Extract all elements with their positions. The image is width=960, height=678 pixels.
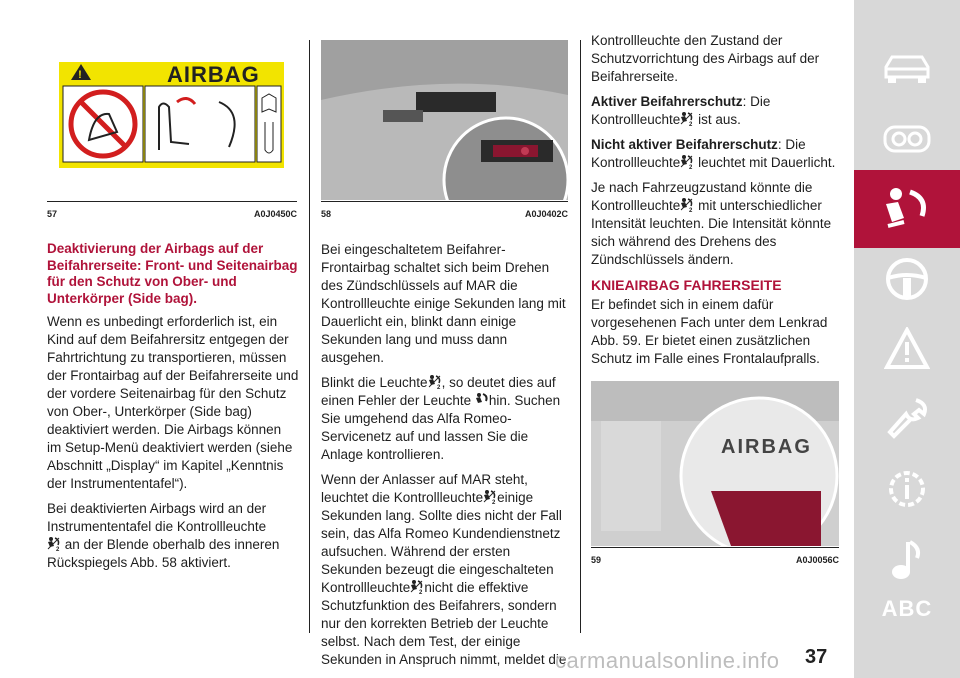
figure-58-rule bbox=[321, 201, 568, 202]
column-1-text bbox=[47, 241, 299, 579]
sidebar-item-car[interactable] bbox=[854, 30, 960, 108]
dashboard-icon bbox=[882, 119, 932, 159]
column-3-text bbox=[591, 32, 843, 375]
paragraph: Aktiver Beifahrerschutz: Die Kontrollleuchte ist aus. bbox=[591, 94, 771, 127]
column-2-text bbox=[321, 241, 571, 676]
warning-triangle-icon bbox=[884, 327, 930, 371]
figure-57 bbox=[47, 40, 297, 200]
figure-57-caption bbox=[47, 209, 297, 219]
paragraph: Nicht aktiver Beifahrerschutz: Die Kontrollleuchte leuchtet mit Dauerlicht. bbox=[591, 137, 836, 170]
airbag-off-icon bbox=[680, 154, 694, 170]
svg-text:!: ! bbox=[78, 69, 82, 81]
section-heading: Deaktivierung der Airbags auf der Beifahrerseite: Front- und Seitenairbag für den Schutz von Ober- und Unterkörper (Side bag). bbox=[47, 241, 298, 306]
paragraph: Wenn der Anlasser auf MAR steht, leuchtet die Kontrollleuchte einige Sekunden lang. Sollte dies nicht der Fall sein, das Alfa Romeo Kundendienstnetz aufsuchen. Während der ersten Sekunden bezeugt die eingeschalteten Kontrollleuchte nicht die effektive Schutzfunktion des Beifahrers, sondern nur den korrekten Betrieb der Leuchte selbst. Nach dem Test, der einige Sekunden in Anspruch nimmt, meldet die bbox=[321, 472, 567, 667]
paragraph: Kontrollleuchte den Zustand der Schutzvorrichtung des Airbags auf der Beifahrerseite. bbox=[591, 33, 820, 84]
gear-info-icon bbox=[884, 466, 930, 512]
airbag-label: AIRBAG bbox=[167, 62, 260, 87]
airbag-off-icon bbox=[680, 197, 694, 213]
page-number: 37 bbox=[805, 646, 828, 668]
sidebar-item-safety[interactable] bbox=[854, 170, 960, 248]
figure-code: A0J0450C bbox=[253, 209, 297, 219]
paragraph: Blinkt die Leuchte , so deutet dies auf einen Fehler der Leuchte hin. Suchen Sie umgehend das Alfa Romeo-Servicenetz auf und lassen Sie die Anlage kontrollieren. bbox=[321, 375, 561, 462]
wrench-icon bbox=[884, 396, 930, 442]
sidebar-item-warning[interactable] bbox=[854, 310, 960, 388]
airbag-fault-icon bbox=[475, 392, 489, 408]
steering-wheel-icon bbox=[884, 256, 930, 302]
figure-59 bbox=[591, 381, 839, 546]
chapter-sidebar bbox=[854, 0, 960, 678]
figure-number: 59 bbox=[591, 555, 602, 565]
airbag-off-icon bbox=[483, 489, 497, 505]
paragraph: Er befindet sich in einem dafür vorgesehenen Fach unter dem Lenkrad Abb. 59. Er bietet einen zusätzlichen Schutz im Falle eines Frontalaufpralls. bbox=[591, 297, 828, 366]
sidebar-item-technical[interactable] bbox=[854, 450, 960, 528]
figure-59-caption bbox=[591, 555, 839, 565]
figure-58 bbox=[321, 40, 568, 200]
paragraph: Wenn es unbedingt erforderlich ist, ein Kind auf dem Beifahrersitz entgegen der Fahrtrichtung zu transportieren, müssen der Frontairbag auf der Beifahrerseite und der vordere Seitenairbag für den Schutz von Ober-, Unterkörper (Side bag) deaktiviert werden. Die Airbags können im Setup-Menü deaktiviert werden (siehe Abschnitt „Display“ im Kapitel „Kenntnis der Instrumententafel“). bbox=[47, 314, 299, 491]
section-heading: KNIEAIRBAG FAHRERSEITE bbox=[591, 277, 782, 293]
figure-58-caption bbox=[321, 209, 568, 219]
airbag-off-icon bbox=[410, 579, 424, 595]
car-icon bbox=[882, 49, 932, 89]
airbag-off-icon bbox=[428, 374, 442, 390]
index-label: ABC bbox=[881, 596, 933, 621]
figure-59-rule bbox=[591, 547, 839, 548]
airbag-label: AIRBAG bbox=[721, 436, 812, 458]
sidebar-item-dashboard[interactable] bbox=[854, 100, 960, 178]
paragraph: Bei eingeschaltetem Beifahrer-Frontairbag schaltet sich beim Drehen des Zündschlüssels auf MAR die Kontrollleuchte einige Sekunden lang mit Dauerlicht ein, blinkt dann einige Sekunden lang und muss dann ausgehen. bbox=[321, 242, 566, 365]
paragraph: Bei deaktivierten Airbags wird an der Instrumententafel die Kontrollleuchte an der Blende oberhalb des inneren Rückspiegels Abb. 58 aktiviert. bbox=[47, 501, 280, 570]
figure-57-rule bbox=[47, 201, 297, 202]
figure-code: A0J0056C bbox=[795, 555, 839, 565]
column-divider bbox=[309, 40, 310, 633]
figure-number: 58 bbox=[321, 209, 332, 219]
sidebar-item-steering[interactable] bbox=[854, 240, 960, 318]
sidebar-item-service[interactable] bbox=[854, 380, 960, 458]
figure-code: A0J0402C bbox=[524, 209, 568, 219]
figure-number: 57 bbox=[47, 209, 58, 219]
airbag-off-icon bbox=[47, 536, 61, 552]
watermark: carmanualsonline.info bbox=[555, 648, 780, 673]
airbag-person-icon bbox=[882, 186, 932, 232]
paragraph: Je nach Fahrzeugzustand könnte die Kontrollleuchte mit unterschiedlicher Intensität leuchten. Die Intensität könnte sich während des Drehens des Zündschlüssels ändern. bbox=[591, 180, 832, 267]
sidebar-item-index[interactable] bbox=[854, 570, 960, 648]
airbag-off-icon bbox=[680, 111, 694, 127]
column-divider bbox=[580, 40, 581, 633]
